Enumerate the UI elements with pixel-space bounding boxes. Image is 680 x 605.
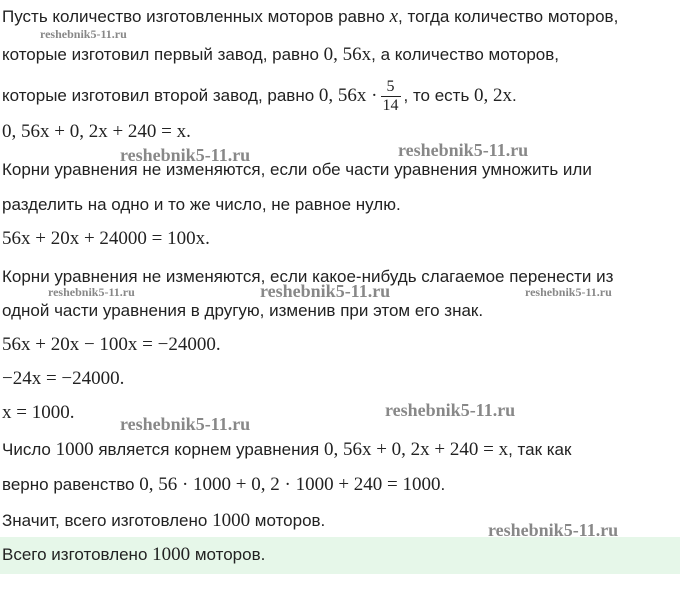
text: , а количество моторов, bbox=[371, 45, 560, 64]
text: которые изготовил первый завод, равно bbox=[2, 45, 324, 64]
watermark: reshebnik5-11.ru bbox=[120, 145, 251, 165]
watermark: reshebnik5-11.ru bbox=[40, 27, 127, 41]
text: Значит, всего изготовлено bbox=[2, 511, 213, 530]
math: 0, 2x bbox=[474, 85, 513, 106]
watermark: reshebnik5-11.ru bbox=[120, 414, 251, 434]
math: 1000 bbox=[55, 439, 94, 460]
text: которые изготовил второй завод, равно bbox=[2, 86, 319, 105]
text-line-3 bbox=[2, 76, 517, 116]
text: моторов. bbox=[250, 511, 326, 530]
answer-box bbox=[0, 537, 680, 574]
math: 0, 56x bbox=[323, 44, 372, 65]
text-line-15 bbox=[2, 510, 325, 532]
text-line-14 bbox=[2, 474, 445, 496]
equation-3: 56x + 20x − 100x = −24000. bbox=[2, 334, 221, 355]
math: 0, 56x · bbox=[318, 85, 378, 106]
text: , так как bbox=[508, 440, 572, 459]
text: верно равенство bbox=[2, 475, 140, 494]
watermark: reshebnik5-11.ru bbox=[488, 520, 619, 540]
math: 1000 bbox=[152, 544, 191, 565]
text: Число bbox=[2, 440, 56, 459]
text-line-9: одной части уравнения в другую, изменив при этом его знак. bbox=[2, 301, 484, 320]
text-line-1 bbox=[2, 6, 618, 28]
text-line-8: Корни уравнения не изменяются, если какое-нибудь слагаемое перенести из bbox=[2, 267, 614, 286]
numerator: 5 bbox=[381, 78, 401, 97]
math: 1000 bbox=[212, 510, 251, 531]
text-line-2 bbox=[2, 44, 559, 66]
text: Пусть количество изготовленных моторов равно bbox=[2, 7, 390, 26]
answer-line bbox=[2, 544, 265, 566]
math: 0, 56 · 1000 + 0, 2 · 1000 + 240 = 1000 bbox=[139, 474, 441, 495]
math: 0, 56x + 0, 2x + 240 = x bbox=[323, 439, 509, 460]
text: . bbox=[440, 475, 446, 494]
text: является корнем уравнения bbox=[93, 440, 324, 459]
text-line-13 bbox=[2, 439, 571, 461]
text: моторов. bbox=[190, 545, 266, 564]
equation-5: x = 1000. bbox=[2, 402, 75, 423]
watermark: reshebnik5-11.ru bbox=[48, 285, 135, 299]
watermark: reshebnik5-11.ru bbox=[398, 140, 529, 160]
watermark: reshebnik5-11.ru bbox=[260, 281, 391, 301]
equation-2: 56x + 20x + 24000 = 100x. bbox=[2, 228, 210, 249]
text: , тогда количество моторов, bbox=[398, 7, 619, 26]
watermark: reshebnik5-11.ru bbox=[525, 285, 612, 299]
text: Всего изготовлено bbox=[2, 545, 153, 564]
math: x bbox=[389, 6, 399, 27]
text: , то есть bbox=[403, 86, 475, 105]
equation-4: −24x = −24000. bbox=[2, 368, 125, 389]
fraction bbox=[381, 78, 401, 115]
text-line-6: разделить на одно и то же число, не равное нулю. bbox=[2, 195, 401, 214]
text: . bbox=[512, 86, 517, 105]
text-line-5: Корни уравнения не изменяются, если обе части уравнения умножить или bbox=[2, 160, 592, 179]
equation-1: 0, 56x + 0, 2x + 240 = x. bbox=[2, 121, 191, 142]
watermark: reshebnik5-11.ru bbox=[385, 400, 516, 420]
denominator: 14 bbox=[382, 97, 399, 115]
